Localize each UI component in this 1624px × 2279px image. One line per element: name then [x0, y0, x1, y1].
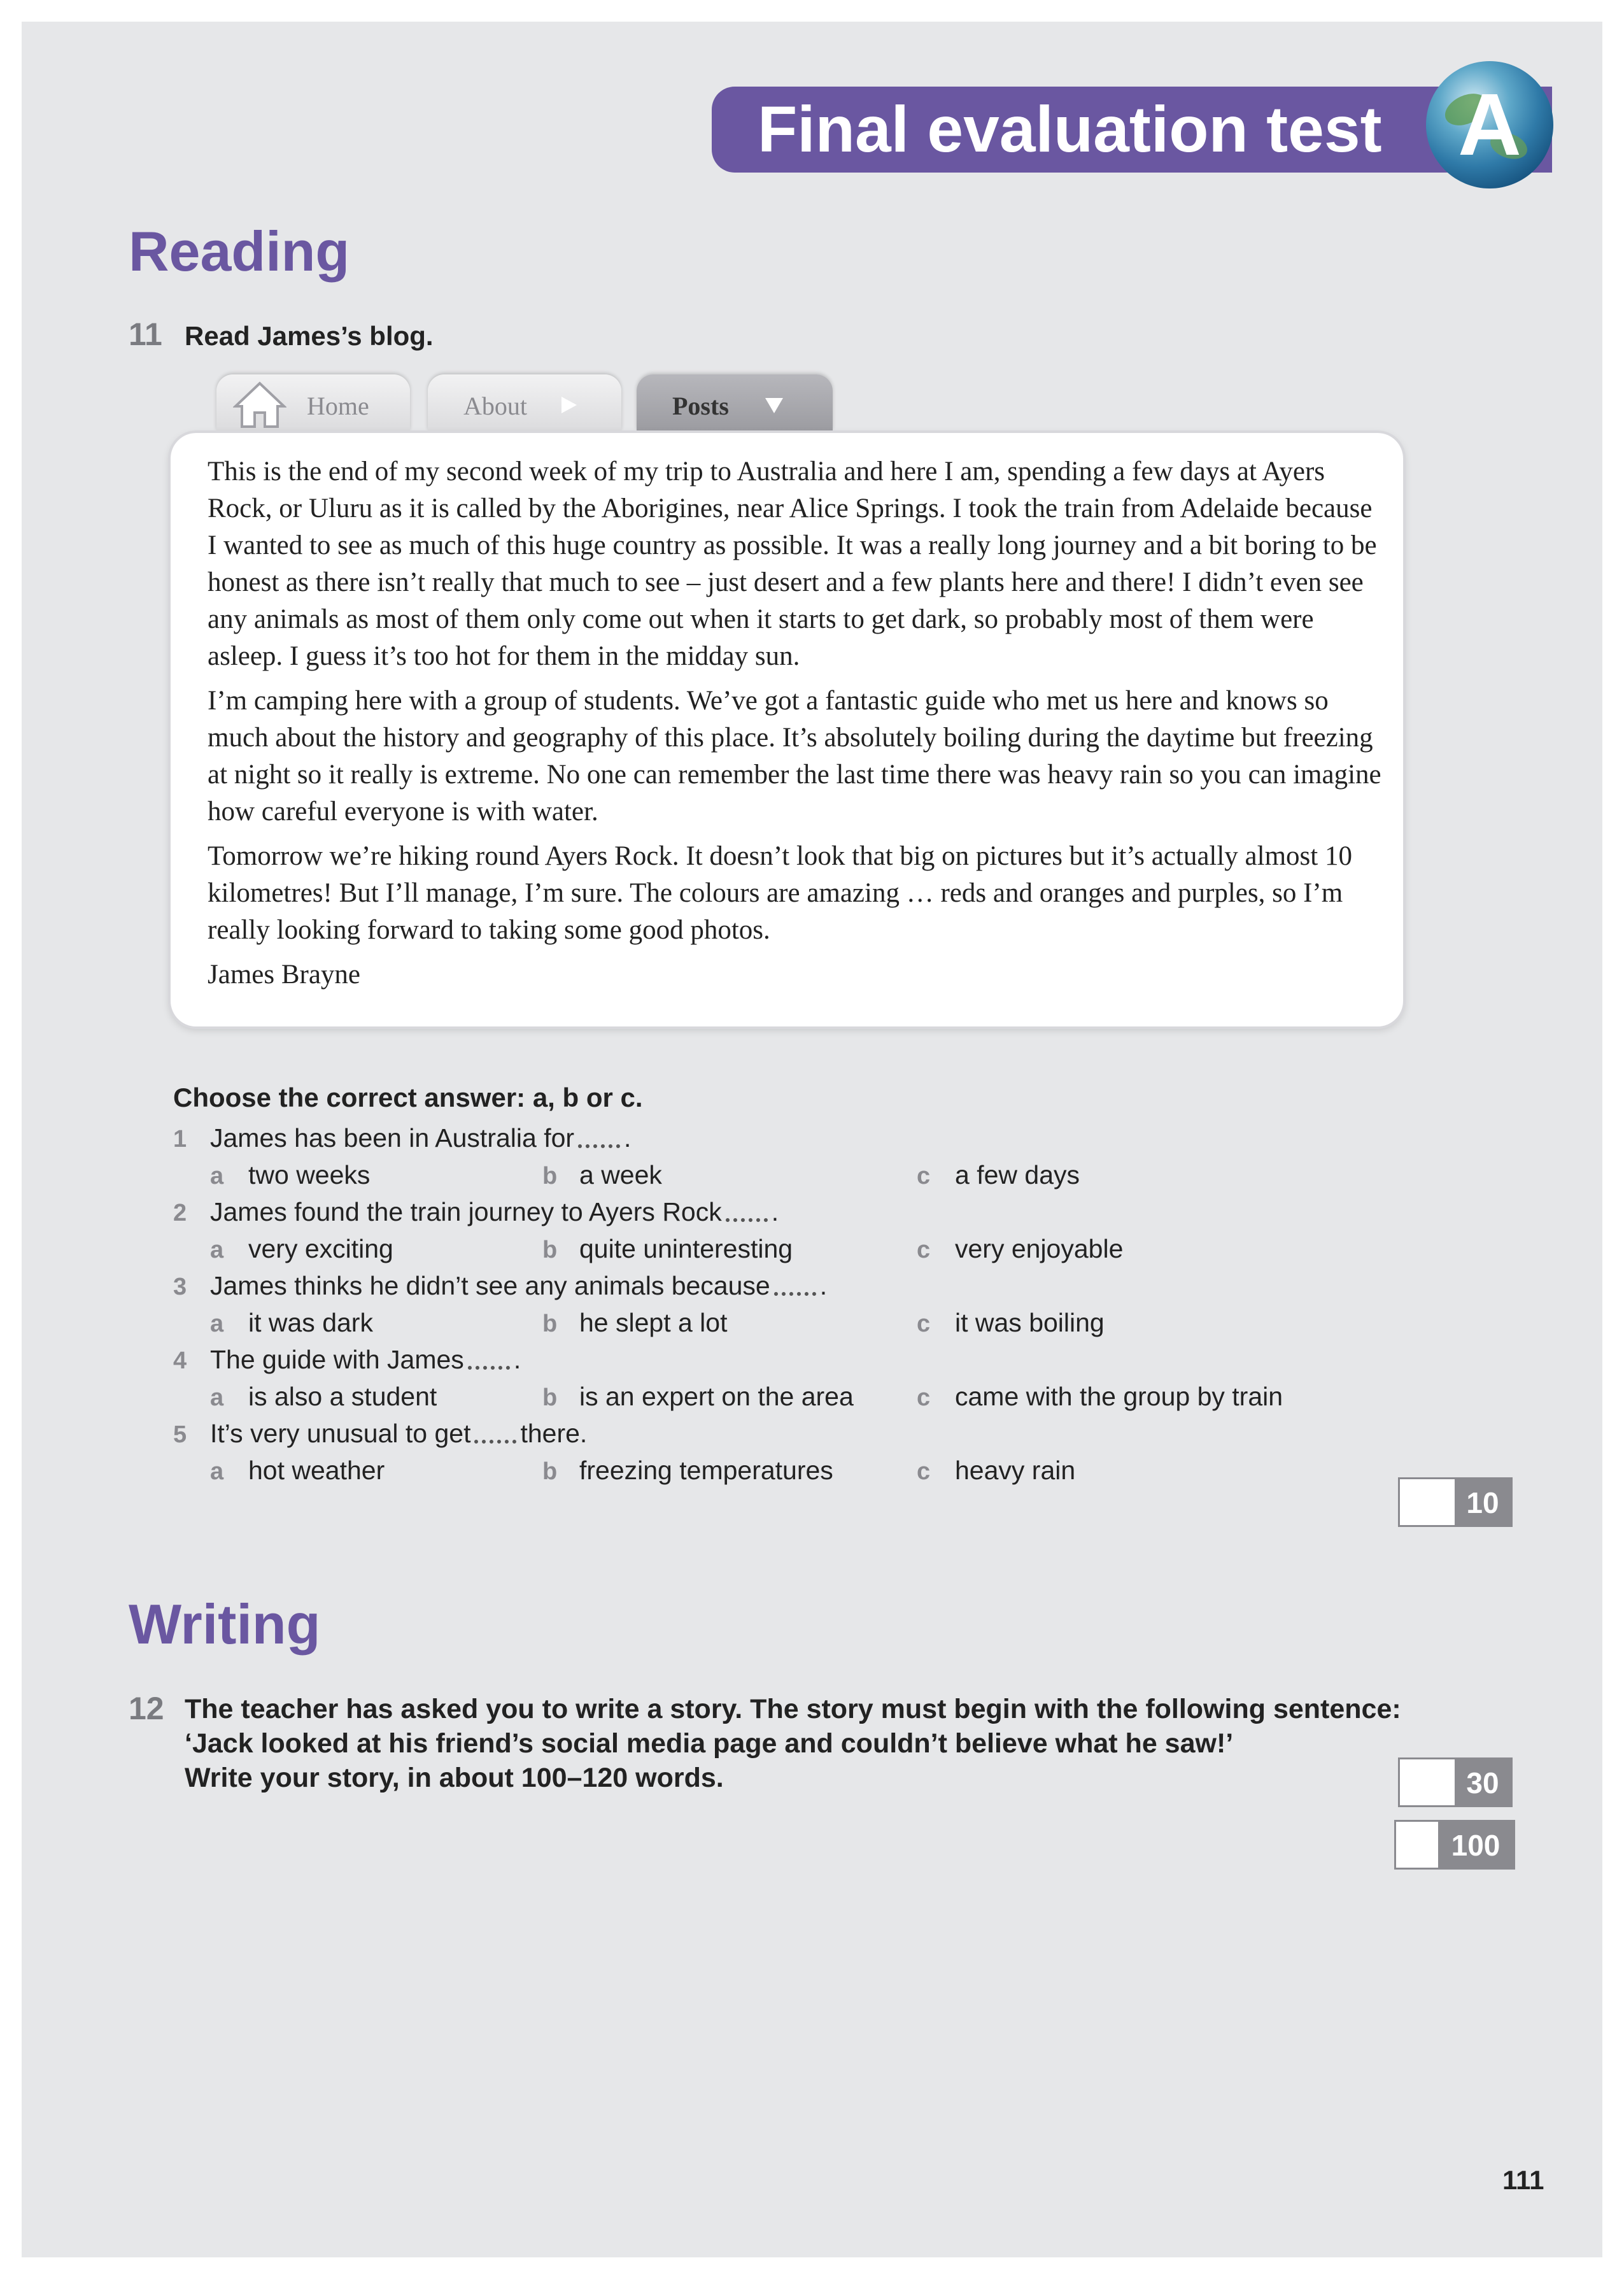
option-letter: b — [542, 1384, 558, 1411]
question-stem: It’s very unusual to get — [210, 1419, 471, 1448]
option-letter: a — [210, 1237, 224, 1263]
blog-paragraph: Tomorrow we’re hiking round Ayers Rock. It doesn’t look that big on pictures but it’s actually almost 10 kilometres! But I’ll manage, I’m sure. The colours are amazing … reds and oranges and purples, so I’m really looking forward to taking some good photos. — [208, 841, 1352, 945]
question-stem: The guide with James — [210, 1345, 464, 1374]
option-text: freezing temperatures — [579, 1456, 833, 1485]
reading-score-box[interactable] — [1398, 1477, 1513, 1527]
writing-task-line: The teacher has asked you to write a story. The story must begin with the following sentence: — [185, 1694, 1401, 1724]
option-letter: a — [210, 1163, 224, 1189]
option-text: is an expert on the area — [579, 1382, 854, 1411]
tab-about-label: About — [463, 392, 527, 420]
question-text — [210, 1123, 631, 1153]
writing-task-line: ‘Jack looked at his friend’s social media page and couldn’t believe what he saw!’ — [185, 1728, 1234, 1759]
blog-paragraph: This is the end of my second week of my trip to Australia and here I am, spending a few days at Ayers Rock, or Uluru as it is called by the Aborigines, near Alice Springs. I took the train from Adelaide because I wanted to see as much of this huge country as possible. It was a really long journey and a bit boring to be honest as there isn’t really that much to see – just desert and a few plants here and there! I didn’t even see any animals as most of them only come out when it starts to get dark, so probably most of them were asleep. I guess it’s too hot for them in the midday sun. — [208, 457, 1377, 671]
answer-gap — [474, 1423, 516, 1444]
question-text — [210, 1419, 587, 1449]
option-letter: a — [210, 1310, 224, 1337]
option-letter: b — [542, 1310, 558, 1337]
writing-task-line: Write your story, in about 100–120 words. — [185, 1763, 724, 1793]
question-number: 5 — [173, 1421, 187, 1448]
option-letter: c — [917, 1237, 931, 1263]
question-text — [210, 1345, 521, 1375]
blog-paragraph: I’m camping here with a group of students. We’ve got a fantastic guide who met us here and knows so much about the history and geography of this place. It’s absolutely boiling during the daytime but freezing at night so it really is extreme. No one can remember the last time there was heavy rain so you can imagine how careful everyone is with water. — [208, 686, 1381, 827]
arrow-down-icon — [764, 374, 784, 430]
answer-gap — [468, 1349, 510, 1370]
option-letter: b — [542, 1458, 558, 1485]
question-text — [210, 1197, 779, 1227]
total-score-box[interactable] — [1394, 1820, 1515, 1870]
tab-home-label: Home — [307, 392, 369, 420]
arrow-right-icon — [559, 374, 578, 430]
question-end: . — [624, 1123, 632, 1153]
option-text: came with the group by train — [955, 1382, 1283, 1411]
option-text: hot weather — [248, 1456, 385, 1485]
option-letter: b — [542, 1163, 558, 1189]
writing-section-title: Writing — [129, 1593, 321, 1656]
option-text: heavy rain — [955, 1456, 1076, 1485]
home-icon — [233, 374, 286, 430]
choose-instruction: Choose the correct answer: a, b or c. — [173, 1083, 643, 1112]
tab-posts-label: Posts — [672, 392, 729, 420]
tab-posts[interactable] — [637, 374, 833, 430]
question-end: . — [819, 1271, 828, 1300]
option-letter: c — [917, 1384, 931, 1411]
option-letter: a — [210, 1458, 224, 1485]
exercise-number: 12 — [129, 1691, 164, 1726]
question-number: 3 — [173, 1274, 187, 1300]
option-text: it was boiling — [955, 1308, 1105, 1337]
question-end: there. — [520, 1419, 588, 1448]
writing-max-score: 30 — [1455, 1759, 1511, 1805]
question-text — [210, 1271, 827, 1301]
page-number: 111 — [1502, 2165, 1544, 2195]
option-text: two weeks — [248, 1160, 371, 1189]
option-letter: c — [917, 1458, 931, 1485]
reading-max-score: 10 — [1455, 1479, 1511, 1525]
option-text: very enjoyable — [955, 1234, 1124, 1263]
blog-post-text — [208, 453, 1385, 1001]
question-stem: James thinks he didn’t see any animals because — [210, 1271, 770, 1300]
option-letter: c — [917, 1310, 931, 1337]
exercise-number: 11 — [129, 316, 162, 352]
option-letter: a — [210, 1384, 224, 1411]
tab-about[interactable] — [428, 374, 621, 430]
option-letter: b — [542, 1237, 558, 1263]
option-text: it was dark — [248, 1308, 373, 1337]
total-max-score: 100 — [1438, 1822, 1513, 1868]
question-end: . — [771, 1197, 779, 1226]
question-end: . — [513, 1345, 521, 1374]
option-text: he slept a lot — [579, 1308, 728, 1337]
answer-gap — [774, 1275, 816, 1296]
option-text: very exciting — [248, 1234, 393, 1263]
option-text: a few days — [955, 1160, 1080, 1189]
option-text: quite uninteresting — [579, 1234, 793, 1263]
exercise-instruction: Read James’s blog. — [185, 321, 434, 351]
option-text: a week — [579, 1160, 662, 1189]
blog-signature: James Brayne — [208, 960, 361, 990]
page-title: Final evaluation test — [758, 93, 1382, 166]
question-stem: James found the train journey to Ayers Rock — [210, 1197, 722, 1226]
option-text: is also a student — [248, 1382, 437, 1411]
reading-section-title: Reading — [129, 220, 350, 283]
question-stem: James has been in Australia for — [210, 1123, 575, 1153]
option-letter: c — [917, 1163, 931, 1189]
question-number: 2 — [173, 1200, 187, 1226]
tab-home[interactable] — [216, 374, 410, 430]
question-number: 4 — [173, 1347, 187, 1374]
question-number: 1 — [173, 1126, 187, 1153]
answer-gap — [578, 1128, 620, 1148]
answer-gap — [726, 1202, 768, 1222]
test-version-badge: A — [1458, 76, 1522, 174]
writing-score-box[interactable] — [1398, 1757, 1513, 1807]
